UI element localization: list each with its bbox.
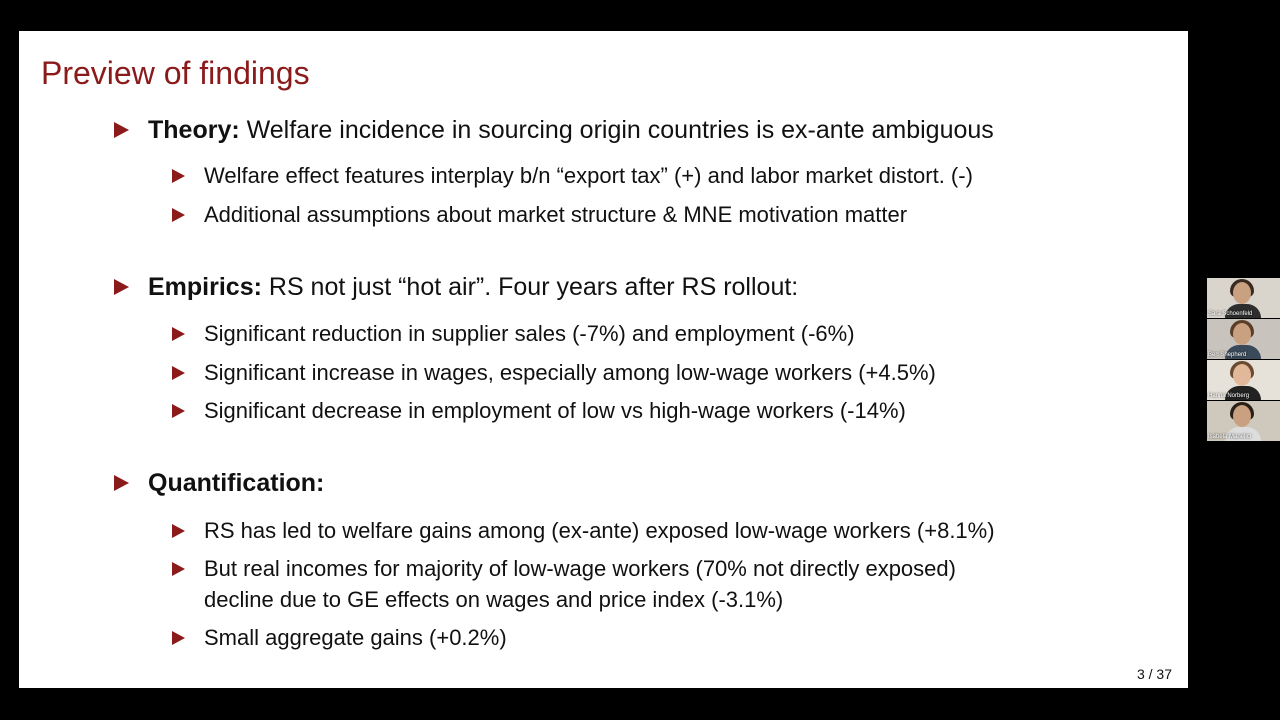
bullet-triangle-icon [172,631,185,645]
bullet-triangle-icon [114,279,129,295]
section-text: RS not just “hot air”. Four years after RS rollout: [261,273,799,301]
participant-gallery [1207,278,1280,442]
bullet-item [204,360,936,386]
bullet-triangle-icon [172,562,185,576]
bullet-item [204,202,907,228]
page-number: 3 / 37 [1136,666,1172,682]
section-text: Welfare incidence in sourcing origin countries is ex-ante ambiguous [239,116,994,144]
bullet-item [204,625,507,651]
section-quantification [148,469,324,498]
participant-name: Sara Schoenfeld [1208,311,1253,317]
slide [19,31,1188,688]
bullet-item [204,518,995,544]
participant-tile[interactable] [1207,319,1280,359]
bullet-text: But real incomes for majority of low-wage workers (70% not directly exposed) [204,556,956,581]
section-empirics [148,273,798,302]
section-label: Theory: [148,116,240,144]
bullet-triangle-icon [172,524,185,538]
bullet-text: Significant increase in wages, especially among low-wage workers (+4.5%) [204,360,936,385]
bullet-triangle-icon [172,366,185,380]
bullet-triangle-icon [172,327,185,341]
bullet-text: RS has led to welfare gains among (ex-ante) exposed low-wage workers (+8.1%) [204,518,995,543]
participant-face [1233,323,1251,345]
bullet-continuation: decline due to GE effects on wages and price index (-3.1%) [204,587,784,612]
bullet-triangle-icon [172,404,185,418]
bullet-triangle-icon [114,122,129,138]
section-theory [148,116,994,145]
bullet-text: Small aggregate gains (+0.2%) [204,625,507,650]
bullet-text: Welfare effect features interplay b/n “export tax” (+) and labor market distort. (-) [204,163,973,188]
bullet-text: Significant reduction in supplier sales (-7%) and employment (-6%) [204,321,855,346]
participant-name: Hanna Norberg [1208,393,1250,399]
bullet-item [204,163,973,189]
bullet-item [204,321,855,347]
participant-face [1233,405,1251,427]
participant-tile[interactable] [1207,401,1280,441]
participant-tile[interactable] [1207,278,1280,318]
section-label: Quantification: [148,469,325,497]
bullet-triangle-icon [172,208,185,222]
bullet-triangle-icon [114,475,129,491]
participant-face [1233,364,1251,386]
bullet-triangle-icon [172,169,185,183]
participant-name: Ben Shepherd [1208,352,1247,358]
section-label: Empirics: [148,273,262,301]
slide-title: Preview of findings [41,55,310,91]
participant-face [1233,282,1251,304]
bullet-item [204,556,956,582]
bullet-text: Additional assumptions about market structure & MNE motivation matter [204,202,908,227]
bullet-text: Significant decrease in employment of low vs high-wage workers (-14%) [204,398,906,423]
participant-name: Isabela Manelici [1208,434,1252,440]
bullet-item [204,398,906,424]
participant-tile[interactable] [1207,360,1280,400]
